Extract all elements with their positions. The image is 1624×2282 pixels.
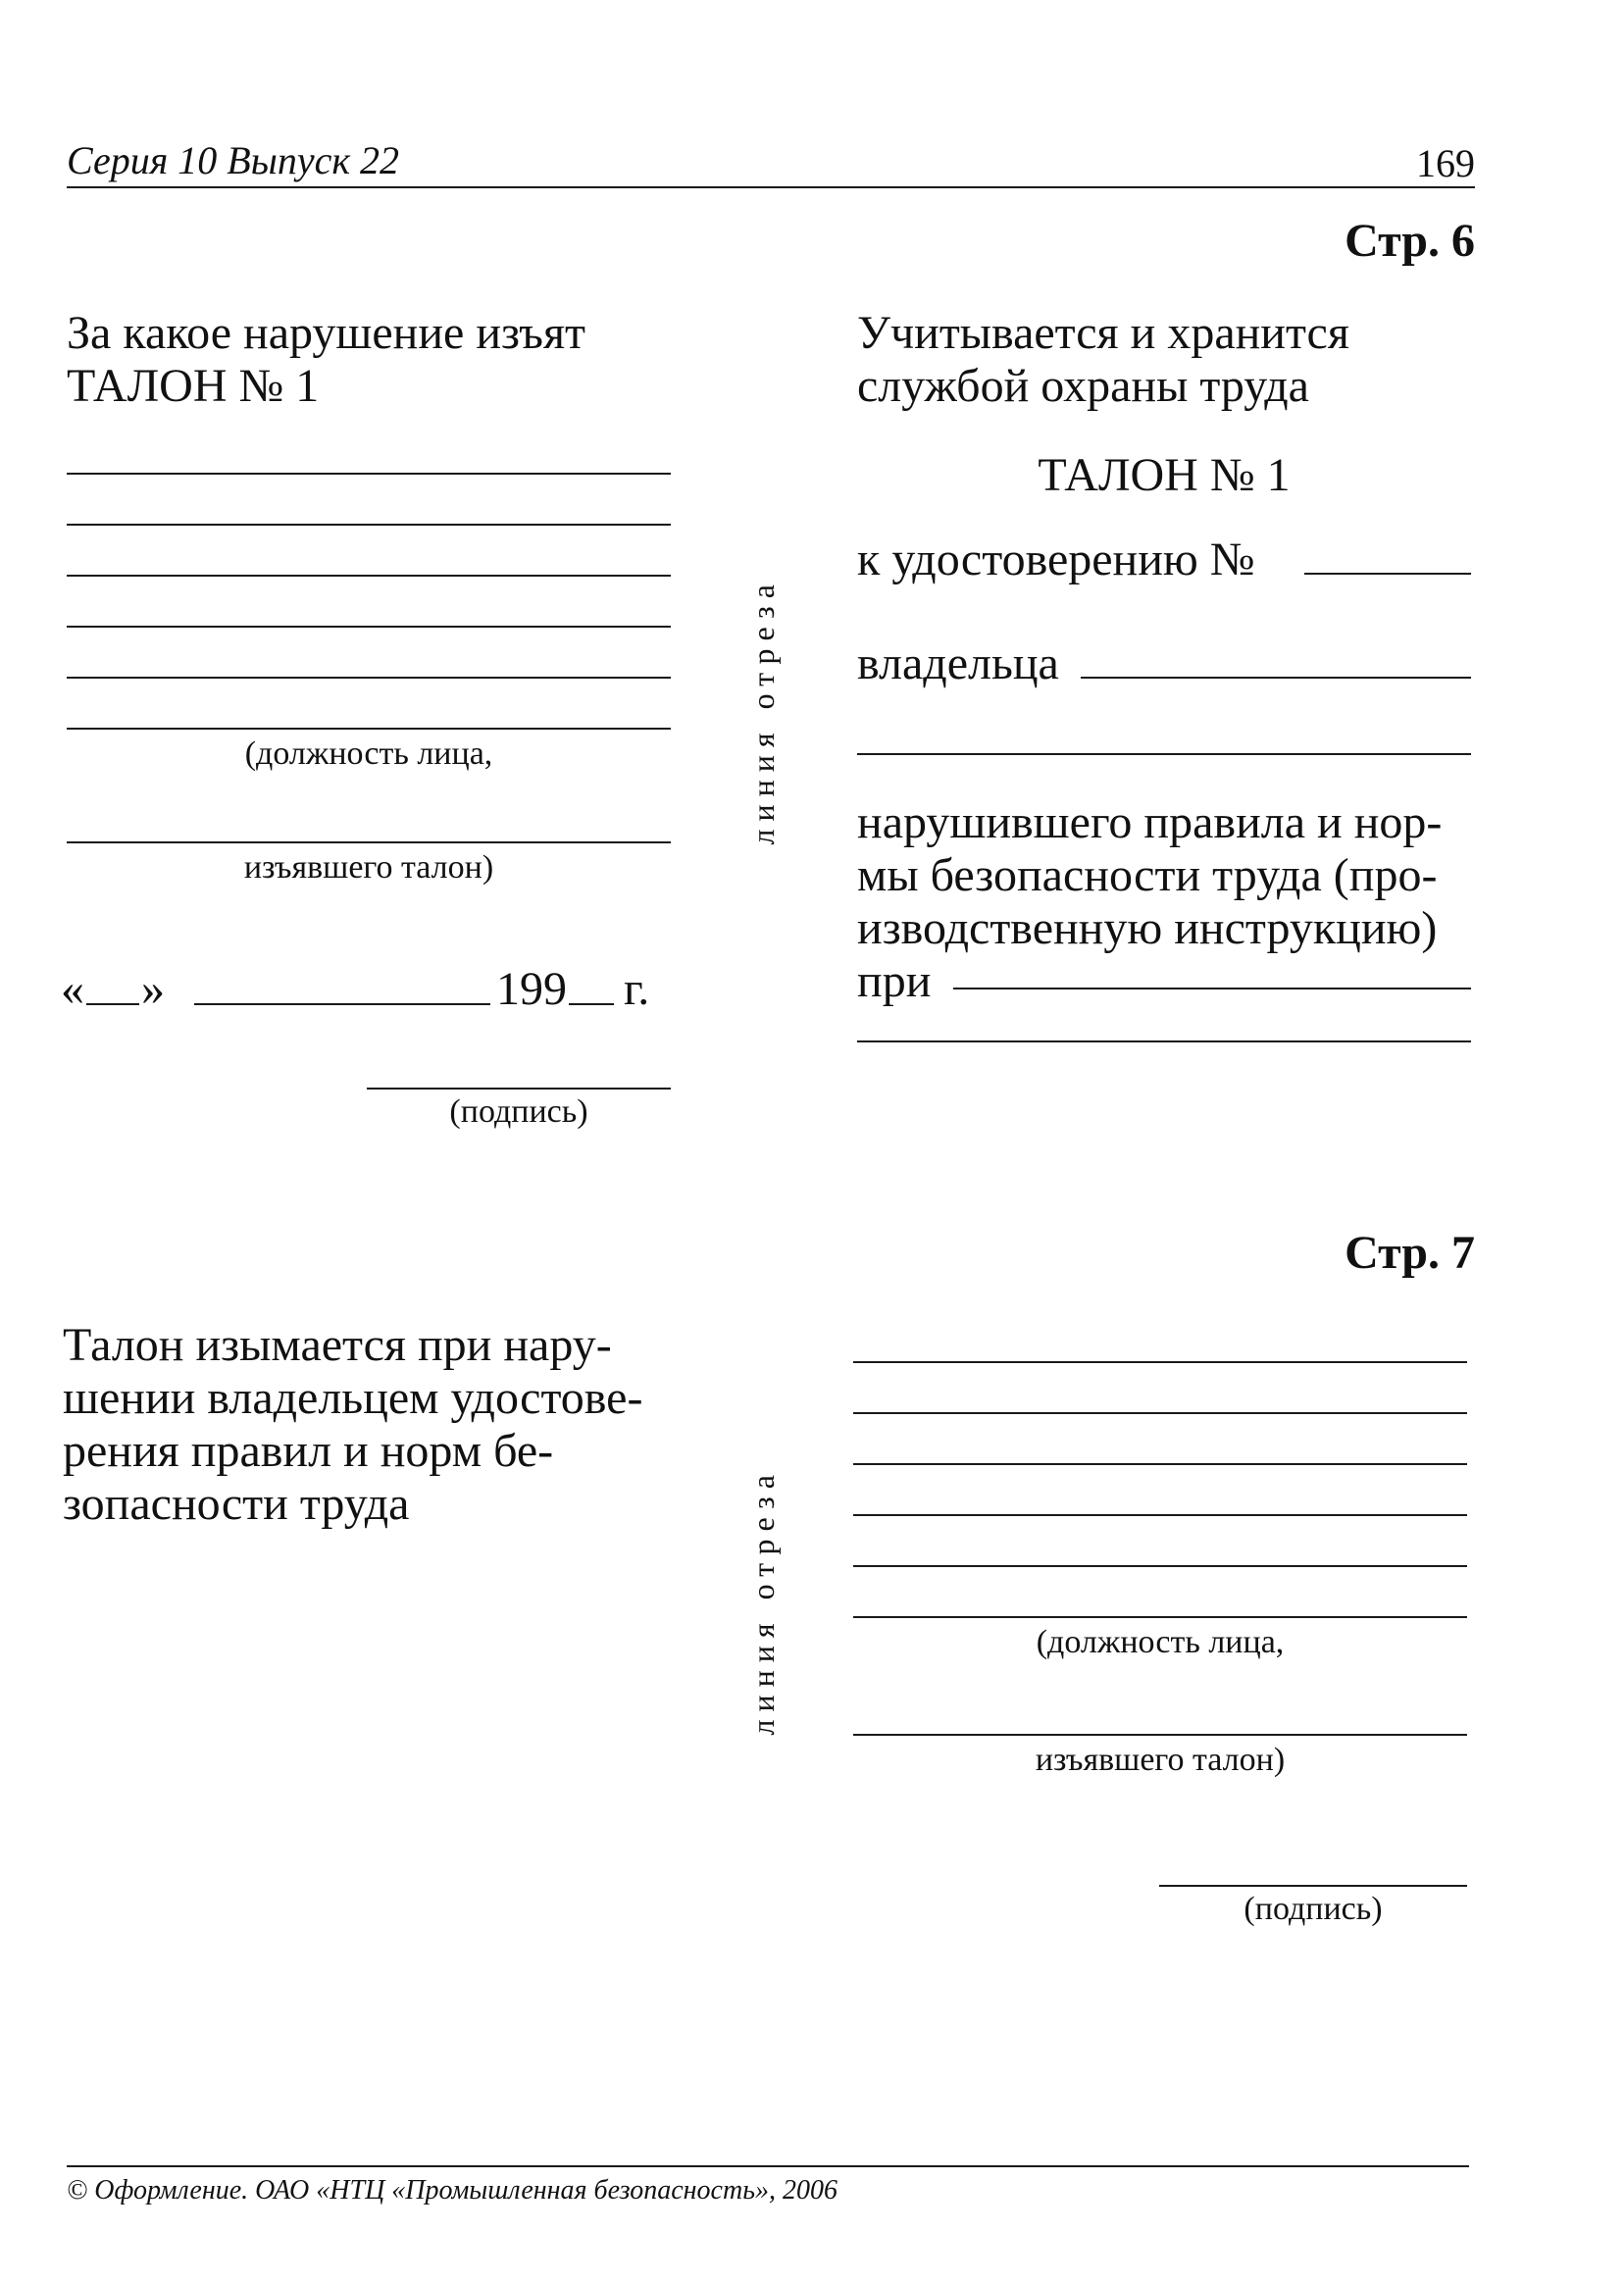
p7-text-line1: Талон изымается при нару-: [63, 1319, 612, 1371]
p6-stored-line2: службой охраны труда: [857, 360, 1309, 412]
page6-label: Стр. 6: [1345, 215, 1475, 267]
p6-blank-line[interactable]: [67, 728, 671, 730]
p6-blank-line[interactable]: [67, 524, 671, 526]
p7-blank-line[interactable]: [853, 1565, 1467, 1567]
p6-caption-position: (должность лица,: [244, 735, 493, 772]
p6-question-line2: ТАЛОН № 1: [67, 360, 320, 412]
p6-blank-line[interactable]: [67, 575, 671, 577]
p7-blank-line-issuer[interactable]: [853, 1734, 1467, 1736]
date-close-quote: »: [141, 963, 165, 1015]
p7-caption-issued: изъявшего талон): [1035, 1742, 1286, 1778]
p7-blank-line[interactable]: [853, 1412, 1467, 1414]
footer-copyright: © Оформление. ОАО «НТЦ «Промышленная безопасность», 2006: [67, 2175, 837, 2206]
date-year-prefix: 199: [496, 963, 567, 1015]
p7-cut-line-label: линия отреза: [745, 1467, 781, 1736]
p7-blank-line[interactable]: [853, 1361, 1467, 1363]
p6-cut-line-label: линия отреза: [745, 577, 781, 845]
p6-violation-line1: нарушившего правила и нор-: [857, 796, 1443, 848]
p6-blank-line-issuer[interactable]: [67, 841, 671, 843]
p7-blank-line[interactable]: [853, 1616, 1467, 1618]
p6-blank-line[interactable]: [67, 626, 671, 628]
owner-name-field[interactable]: [1081, 677, 1471, 679]
p7-caption-position: (должность лица,: [1036, 1624, 1285, 1660]
p6-signature-line[interactable]: [367, 1088, 671, 1090]
violation-circumstance-field-2[interactable]: [857, 1040, 1471, 1042]
p6-caption-signature: (подпись): [449, 1093, 588, 1130]
date-day-field[interactable]: [86, 1003, 139, 1005]
owner-name-field-2[interactable]: [857, 753, 1471, 755]
p6-owner-label: владельца: [857, 637, 1059, 689]
p6-talon-title: ТАЛОН № 1: [1038, 449, 1291, 501]
p6-violation-line4: при: [857, 955, 932, 1007]
date-year-field[interactable]: [569, 1003, 614, 1005]
date-year-suffix: г.: [624, 963, 650, 1015]
p6-blank-line[interactable]: [67, 677, 671, 679]
certificate-number-field[interactable]: [1304, 573, 1471, 575]
p7-text-line4: зопасности труда: [63, 1478, 410, 1530]
p7-text-line3: рения правил и норм бе-: [63, 1425, 554, 1477]
page-number: 169: [1416, 141, 1475, 185]
p7-signature-line[interactable]: [1159, 1885, 1467, 1887]
p6-blank-line[interactable]: [67, 473, 671, 475]
p7-blank-line[interactable]: [853, 1514, 1467, 1516]
header-rule: [67, 186, 1475, 188]
running-head: Серия 10 Выпуск 22: [67, 138, 400, 182]
p7-blank-line[interactable]: [853, 1463, 1467, 1465]
violation-circumstance-field[interactable]: [953, 988, 1471, 989]
p6-violation-line2: мы безопасности труда (про-: [857, 849, 1438, 901]
footer-rule: [67, 2165, 1469, 2167]
p7-text-line2: шении владельцем удостове-: [63, 1372, 643, 1424]
date-open-quote: «: [61, 963, 84, 1015]
date-month-field[interactable]: [194, 1003, 490, 1005]
p7-caption-signature: (подпись): [1243, 1891, 1383, 1927]
p6-certificate-label: к удостоверению №: [857, 533, 1255, 585]
p6-violation-line3: изводственную инструкцию): [857, 902, 1438, 954]
p6-stored-line1: Учитывается и хранится: [857, 307, 1349, 359]
p6-question-line1: За какое нарушение изъят: [67, 307, 586, 359]
p6-caption-issued: изъявшего талон): [243, 849, 494, 886]
page7-label: Стр. 7: [1345, 1227, 1475, 1279]
